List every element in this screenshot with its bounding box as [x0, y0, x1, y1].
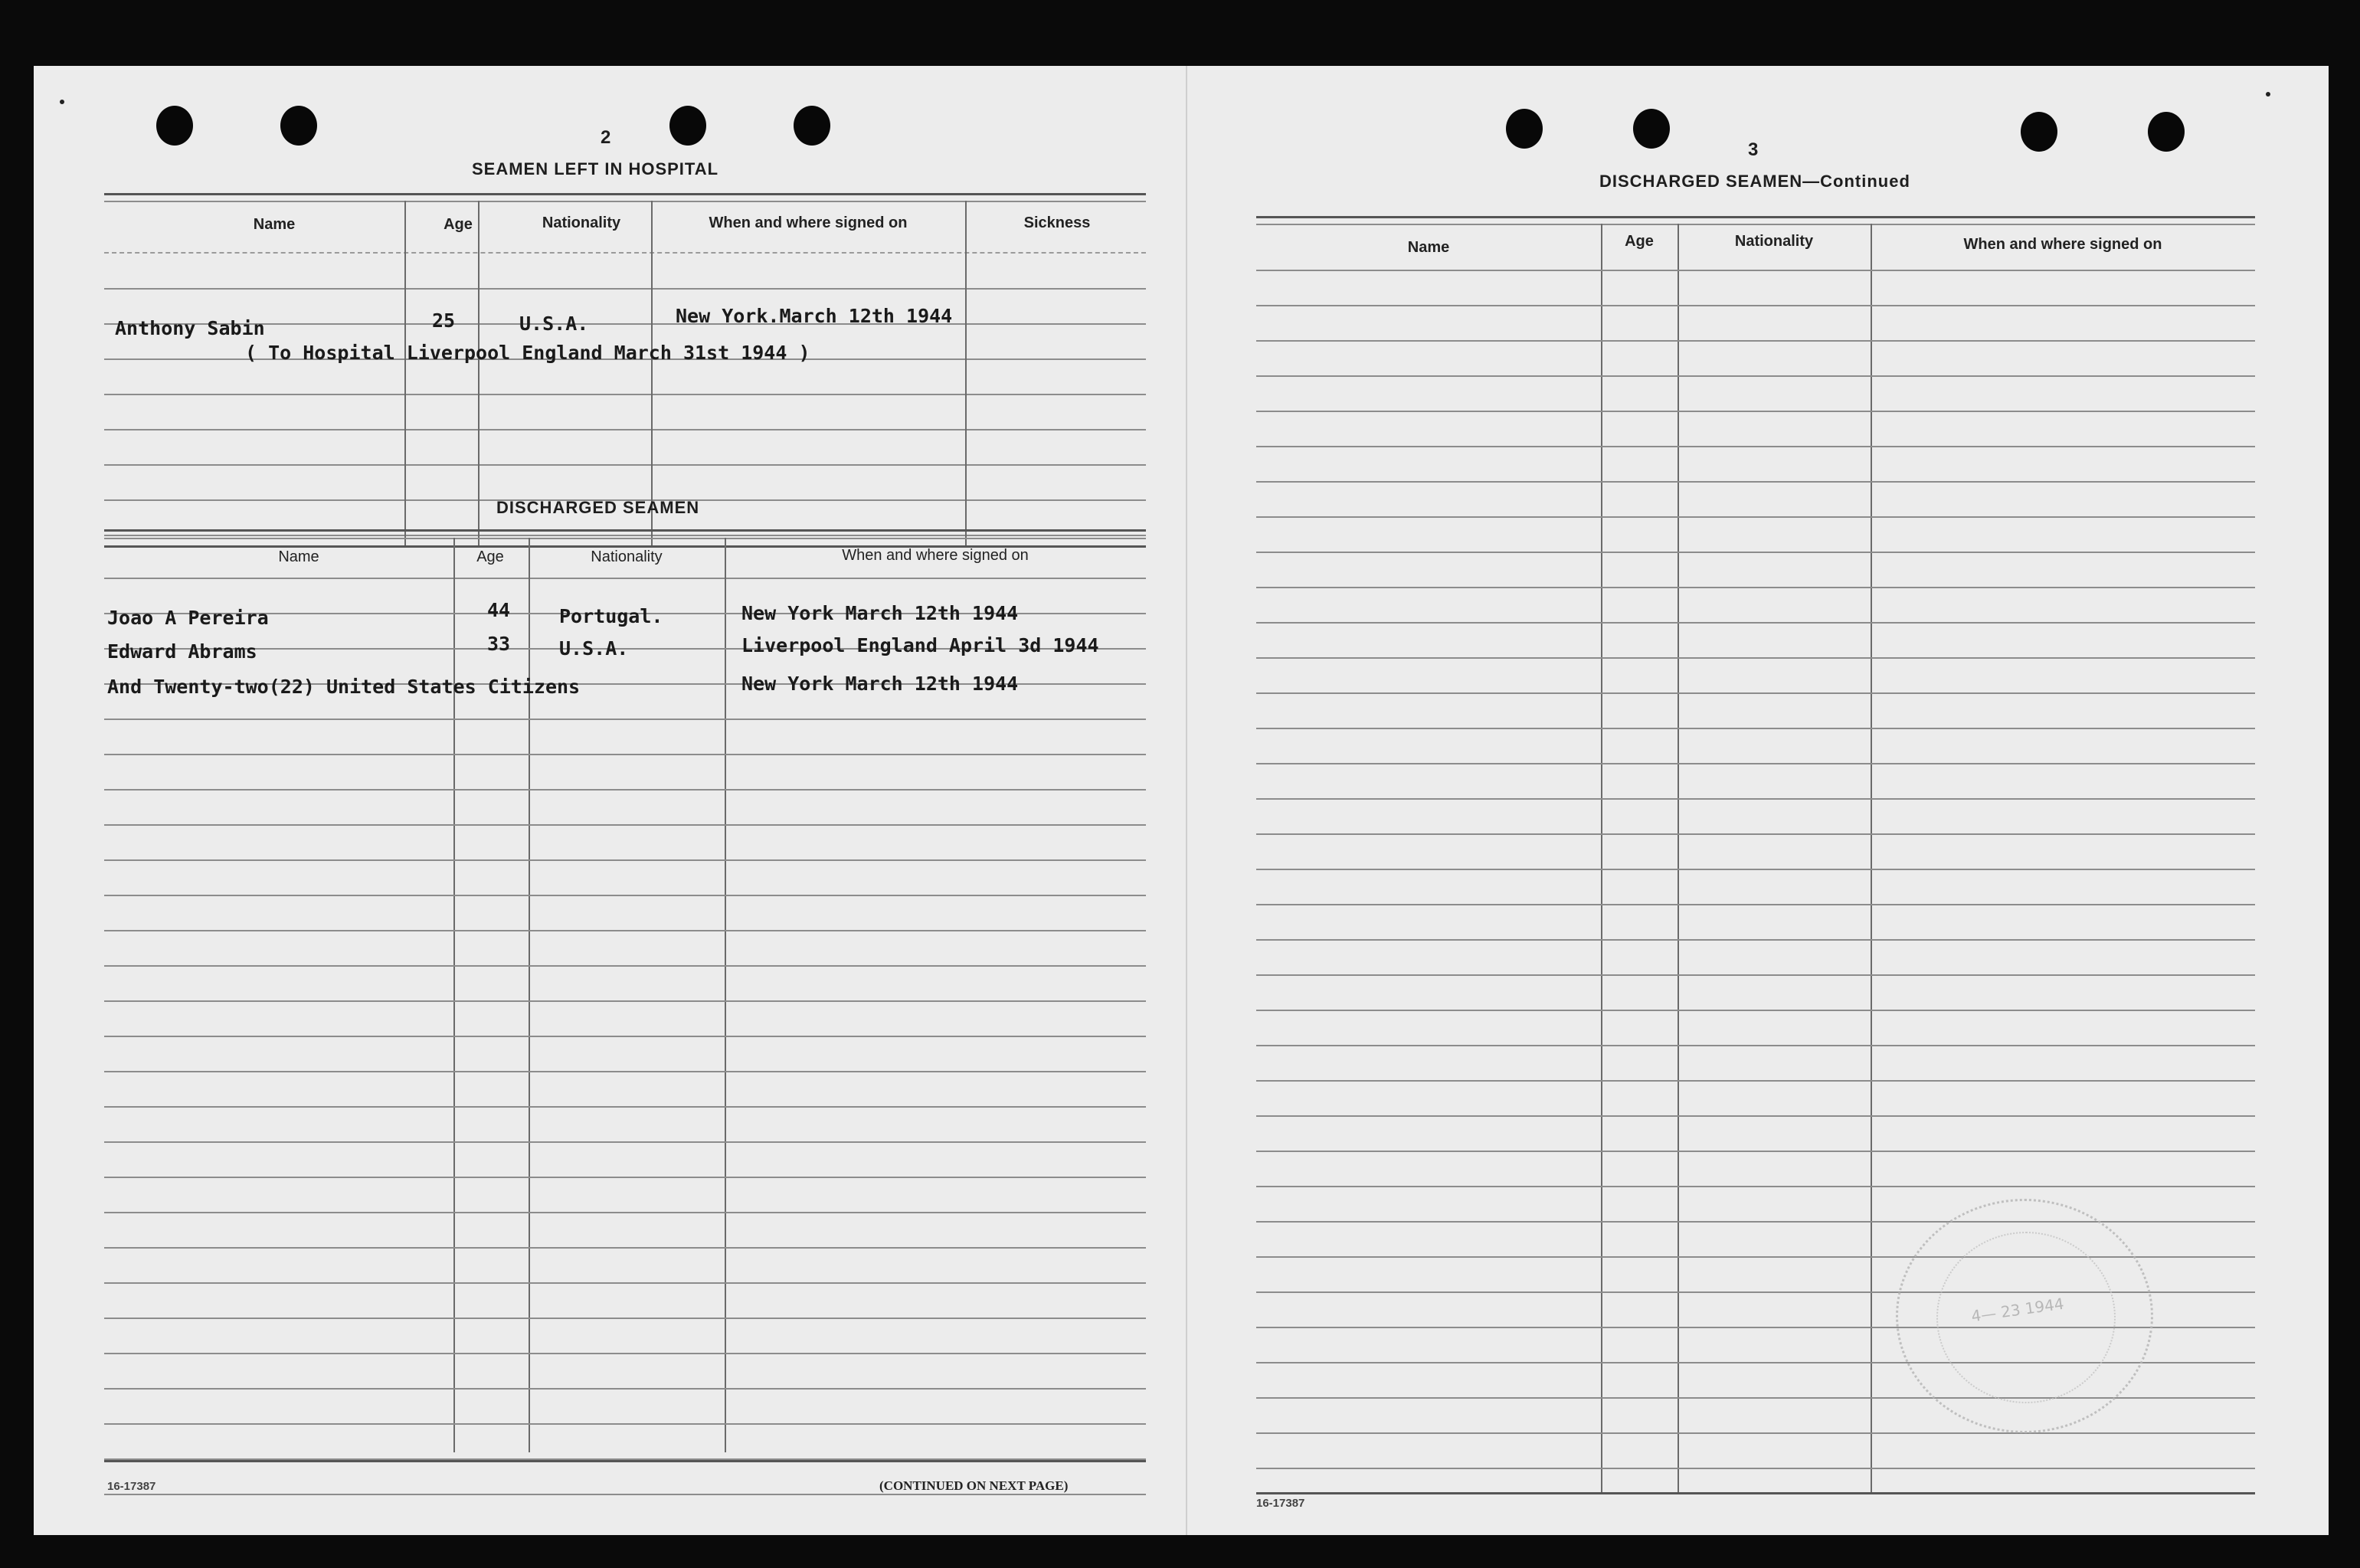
col-header-signed-on: When and where signed on	[709, 214, 908, 231]
ruled-line	[1256, 657, 2255, 659]
col-header-name: Name	[278, 548, 319, 565]
punch-hole	[2148, 112, 2185, 152]
ruled-line	[104, 1212, 1146, 1213]
hospital-signed-on: New York.March 12th 1944	[676, 305, 953, 327]
ruled-line	[1256, 481, 2255, 483]
ruled-line	[1256, 833, 2255, 835]
col-header-nationality: Nationality	[591, 548, 663, 565]
discharged-signed-on: New York March 12th 1944	[741, 673, 1019, 695]
table-bottom-rule	[1256, 1492, 2255, 1494]
continued-note: (CONTINUED ON NEXT PAGE)	[879, 1478, 1069, 1493]
col-header-age: Age	[444, 216, 473, 233]
ruled-line	[1256, 305, 2255, 306]
discharged-name: Edward Abrams	[107, 640, 257, 663]
page-number: 2	[601, 127, 611, 148]
ruled-line	[104, 824, 1146, 826]
ruled-line	[104, 1000, 1146, 1002]
ruled-line	[1256, 622, 2255, 624]
ruled-line	[104, 1071, 1146, 1072]
hospital-name: Anthony Sabin	[115, 317, 265, 339]
ruled-line	[104, 895, 1146, 896]
discharged-signed-on: New York March 12th 1944	[741, 602, 1019, 624]
punch-hole	[1633, 109, 1670, 149]
ruled-line	[104, 859, 1146, 861]
col-header-name: Name	[1407, 239, 1450, 256]
discharged-name: Joao A Pereira	[107, 607, 269, 629]
ruled-line	[104, 1141, 1146, 1143]
col-header-name: Name	[253, 216, 296, 233]
ruled-line	[1256, 1432, 2255, 1434]
table-bottom-rule	[104, 1460, 1146, 1462]
discharged-name: And Twenty-two(22) United States Citizens	[107, 676, 581, 698]
col-header-signed-on: When and where signed on	[842, 547, 1029, 564]
col-header-sickness: Sickness	[1023, 214, 1091, 231]
ruled-line	[1256, 1221, 2255, 1223]
ruled-line	[104, 1036, 1146, 1037]
ruled-line	[1256, 1186, 2255, 1187]
page-title: DISCHARGED SEAMEN—Continued	[1599, 172, 1910, 191]
ruled-line	[1256, 587, 2255, 588]
col-header-nationality: Nationality	[1734, 233, 1814, 250]
hospital-section-title: SEAMEN LEFT IN HOSPITAL	[472, 159, 719, 178]
hospital-note: ( To Hospital Liverpool England March 31st 1944 )	[245, 342, 810, 364]
punch-hole	[794, 106, 830, 146]
punch-hole	[280, 106, 317, 146]
ruled-line	[104, 789, 1146, 791]
ruled-line	[1256, 1080, 2255, 1082]
right-page	[1186, 66, 2329, 1535]
col-header-nationality: Nationality	[542, 214, 621, 231]
ruled-line	[104, 1494, 1146, 1495]
ruled-line	[104, 1353, 1146, 1354]
col-header-signed-on: When and where signed on	[1963, 236, 2162, 253]
ruled-line	[1256, 904, 2255, 905]
punch-hole	[2021, 112, 2057, 152]
ruled-line	[104, 1423, 1146, 1425]
discharged-age: 33	[487, 633, 511, 655]
ruled-line	[104, 1247, 1146, 1249]
ruled-line	[1256, 728, 2255, 729]
ruled-line	[104, 719, 1146, 720]
ruled-line	[1256, 939, 2255, 941]
col-header-age: Age	[1625, 233, 1654, 250]
ruled-line	[1256, 692, 2255, 694]
form-code: 16-17387	[107, 1480, 156, 1493]
discharged-signed-on: Liverpool England April 3d 1944	[741, 634, 1099, 656]
ruled-line	[104, 1318, 1146, 1319]
form-code: 16-17387	[1256, 1497, 1305, 1510]
ruled-line	[104, 1388, 1146, 1390]
ruled-line	[1256, 446, 2255, 447]
punch-hole	[1506, 109, 1543, 149]
ruled-line	[1256, 798, 2255, 800]
ruled-line	[1256, 1045, 2255, 1046]
discharged-section-title: DISCHARGED SEAMEN	[496, 498, 700, 517]
ruled-line	[104, 1106, 1146, 1108]
ruled-line	[1256, 974, 2255, 976]
left-page	[34, 66, 1186, 1535]
punch-hole	[669, 106, 706, 146]
ruled-line	[1256, 869, 2255, 870]
ruled-line	[1256, 516, 2255, 518]
ruled-line	[1256, 270, 2255, 271]
ruled-line	[104, 1282, 1146, 1284]
ruled-line	[1256, 375, 2255, 377]
ruled-line	[104, 965, 1146, 967]
ruled-line	[104, 754, 1146, 755]
discharged-age: 44	[487, 599, 511, 621]
ruled-line	[104, 930, 1146, 931]
col-header-age: Age	[476, 548, 504, 565]
ruled-line	[104, 1177, 1146, 1178]
discharged-nationality: U.S.A.	[559, 637, 629, 660]
ruled-line	[1256, 763, 2255, 764]
hospital-age: 25	[432, 309, 456, 332]
discharged-nationality: Portugal.	[559, 605, 663, 627]
page-number: 3	[1748, 139, 1759, 160]
ruled-line	[1256, 552, 2255, 553]
punch-hole	[156, 106, 193, 146]
ruled-line	[1256, 1010, 2255, 1011]
ruled-line	[1256, 1468, 2255, 1469]
ruled-line	[1256, 340, 2255, 342]
ruled-line	[1256, 1151, 2255, 1152]
faded-stamp: 4— 23 1944	[1896, 1199, 2153, 1433]
ruled-line	[1256, 1115, 2255, 1117]
hospital-nationality: U.S.A.	[519, 313, 589, 335]
ruled-line	[1256, 411, 2255, 412]
